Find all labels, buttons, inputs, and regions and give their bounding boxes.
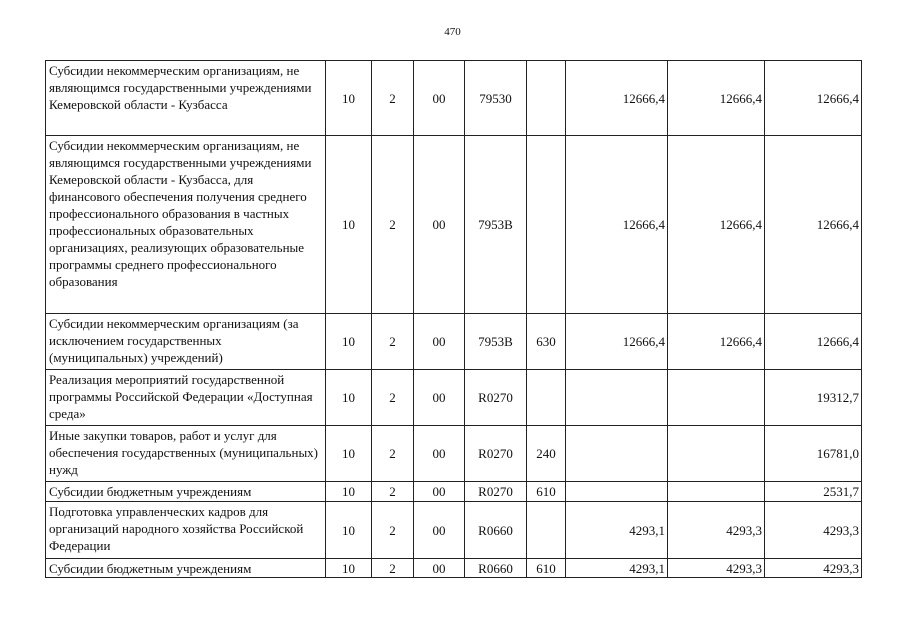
section-code: 10 (326, 482, 372, 502)
amount-2 (668, 426, 765, 482)
program-code: 2 (372, 426, 414, 482)
row-name: Субсидии некоммерческим организациям, не являющимся государственными учреждениями Кемеровской области - Кузбасса, для финансового обеспечения получения среднего профессионального образования в частных профессиональных образовательных организациях, реализующих образовательные программы среднего профессионального образования (46, 136, 326, 314)
row-name: Субсидии некоммерческим организациям, не являющимся государственными учреждениями Кемеровской области - Кузбасса (46, 61, 326, 136)
amount-3: 16781,0 (765, 426, 862, 482)
subprogram-code: 00 (414, 136, 465, 314)
amount-3: 12666,4 (765, 136, 862, 314)
subprogram-code: 00 (414, 502, 465, 559)
table-row (46, 370, 862, 426)
expense-type-code: 240 (527, 426, 566, 482)
amount-1: 4293,1 (566, 559, 668, 578)
subprogram-code: 00 (414, 559, 465, 578)
expense-type-code (527, 502, 566, 559)
amount-2: 12666,4 (668, 61, 765, 136)
program-code: 2 (372, 559, 414, 578)
table-row (46, 559, 862, 578)
amount-3: 2531,7 (765, 482, 862, 502)
subprogram-code: 00 (414, 370, 465, 426)
row-name: Субсидии бюджетным учреждениям (46, 559, 326, 578)
row-name: Субсидии некоммерческим организациям (за исключением государственных (муниципальных) учреждений) (46, 314, 326, 370)
amount-3: 4293,3 (765, 559, 862, 578)
section-code: 10 (326, 370, 372, 426)
program-code: 2 (372, 370, 414, 426)
amount-2: 4293,3 (668, 502, 765, 559)
amount-3: 4293,3 (765, 502, 862, 559)
program-code: 2 (372, 502, 414, 559)
program-code: 2 (372, 61, 414, 136)
direction-code: R0270 (465, 426, 527, 482)
section-code: 10 (326, 314, 372, 370)
amount-2: 12666,4 (668, 136, 765, 314)
direction-code: R0270 (465, 370, 527, 426)
budget-table (45, 60, 862, 578)
expense-type-code (527, 136, 566, 314)
program-code: 2 (372, 136, 414, 314)
table-row (46, 136, 862, 314)
amount-2 (668, 370, 765, 426)
section-code: 10 (326, 136, 372, 314)
subprogram-code: 00 (414, 314, 465, 370)
amount-1 (566, 426, 668, 482)
table-row (46, 61, 862, 136)
amount-1: 12666,4 (566, 61, 668, 136)
row-name: Подготовка управленческих кадров для организаций народного хозяйства Российской Федерации (46, 502, 326, 559)
direction-code: 79530 (465, 61, 527, 136)
program-code: 2 (372, 314, 414, 370)
amount-3: 12666,4 (765, 314, 862, 370)
expense-type-code (527, 61, 566, 136)
amount-1: 4293,1 (566, 502, 668, 559)
amount-2 (668, 482, 765, 502)
amount-1 (566, 370, 668, 426)
expense-type-code: 630 (527, 314, 566, 370)
row-name: Субсидии бюджетным учреждениям (46, 482, 326, 502)
amount-1: 12666,4 (566, 136, 668, 314)
direction-code: 7953В (465, 136, 527, 314)
direction-code: R0660 (465, 502, 527, 559)
amount-1 (566, 482, 668, 502)
row-name: Иные закупки товаров, работ и услуг для обеспечения государственных (муниципальных) нужд (46, 426, 326, 482)
amount-2: 4293,3 (668, 559, 765, 578)
section-code: 10 (326, 426, 372, 482)
expense-type-code (527, 370, 566, 426)
direction-code: R0660 (465, 559, 527, 578)
expense-type-code: 610 (527, 482, 566, 502)
table-row (46, 426, 862, 482)
section-code: 10 (326, 502, 372, 559)
section-code: 10 (326, 61, 372, 136)
amount-1: 12666,4 (566, 314, 668, 370)
table-row (46, 314, 862, 370)
row-name: Реализация мероприятий государственной программы Российской Федерации «Доступная среда» (46, 370, 326, 426)
subprogram-code: 00 (414, 482, 465, 502)
amount-2: 12666,4 (668, 314, 765, 370)
direction-code: R0270 (465, 482, 527, 502)
table-row (46, 482, 862, 502)
direction-code: 7953В (465, 314, 527, 370)
table-row (46, 502, 862, 559)
program-code: 2 (372, 482, 414, 502)
section-code: 10 (326, 559, 372, 578)
page-number: 470 (444, 26, 461, 38)
expense-type-code: 610 (527, 559, 566, 578)
amount-3: 19312,7 (765, 370, 862, 426)
subprogram-code: 00 (414, 426, 465, 482)
subprogram-code: 00 (414, 61, 465, 136)
amount-3: 12666,4 (765, 61, 862, 136)
